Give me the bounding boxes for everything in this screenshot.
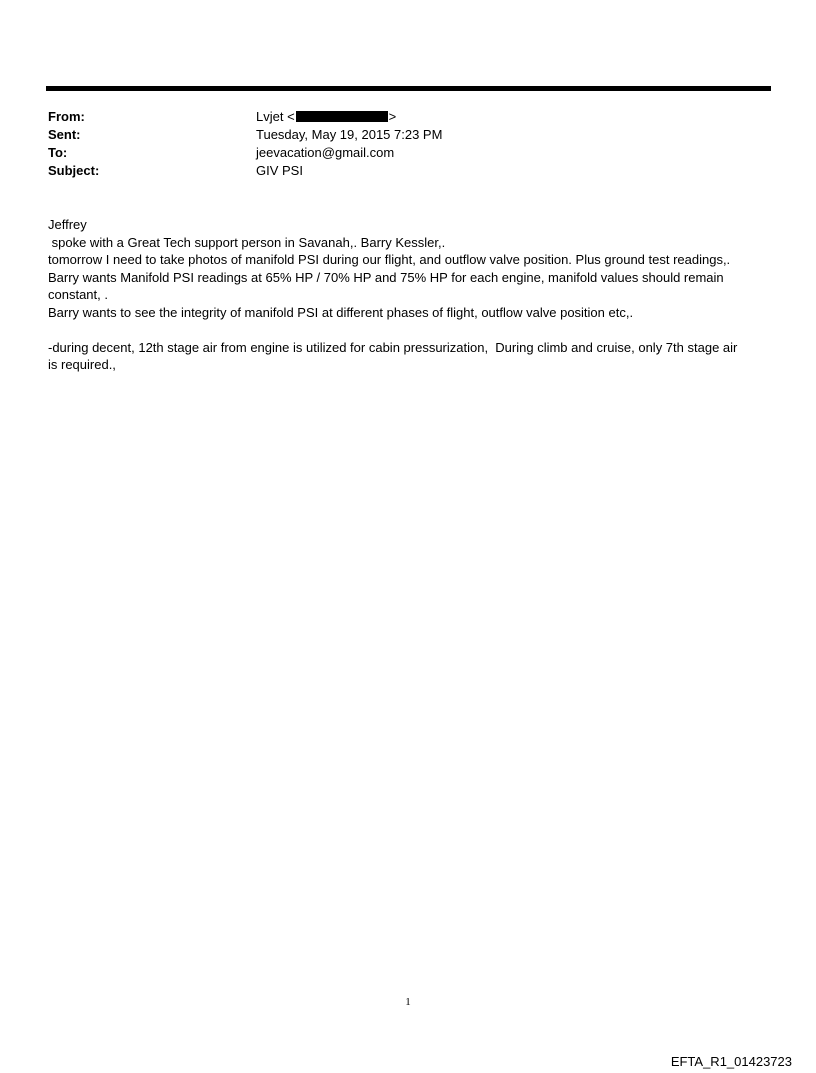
from-value-prefix: Lvjet < xyxy=(256,109,295,124)
subject-label: Subject: xyxy=(48,163,100,178)
subject-value: GIV PSI xyxy=(256,163,303,178)
email-header xyxy=(48,108,748,180)
body-line: -during decent, 12th stage air from engine is utilized for cabin pressurization, During climb and cruise, only 7th stage air xyxy=(48,339,738,355)
from-value-suffix: > xyxy=(388,109,397,124)
body-line: is required., xyxy=(48,357,116,372)
greeting: Jeffrey xyxy=(48,217,87,232)
body-line: Barry wants Manifold PSI readings at 65% HP / 70% HP and 75% HP for each engine, manifold values should remain xyxy=(48,269,724,285)
body-line: constant, . xyxy=(48,287,108,302)
sent-label: Sent: xyxy=(48,127,81,142)
sent-value: Tuesday, May 19, 2015 7:23 PM xyxy=(256,127,443,142)
paragraph-gap xyxy=(48,321,773,339)
to-label: To: xyxy=(48,145,68,160)
body-line: spoke with a Great Tech support person in Savanah,. Barry Kessler,. xyxy=(48,234,446,250)
body-line: Barry wants to see the integrity of manifold PSI at different phases of flight, outflow valve position etc,. xyxy=(48,304,634,320)
page-number: 1 xyxy=(405,996,411,1008)
from-row xyxy=(48,108,748,126)
from-value xyxy=(256,108,396,126)
email-body xyxy=(48,216,773,374)
to-row xyxy=(48,144,748,162)
document-id: EFTA_R1_01423723 xyxy=(670,1054,792,1069)
top-rule xyxy=(46,86,771,91)
redaction-block xyxy=(296,111,388,122)
subject-row xyxy=(48,162,748,180)
from-label: From: xyxy=(48,109,85,124)
to-value: jeevacation@gmail.com xyxy=(256,145,395,160)
body-line: tomorrow I need to take photos of manifold PSI during our flight, and outflow valve position. Plus ground test readings,. xyxy=(48,252,731,267)
sent-row xyxy=(48,126,748,144)
